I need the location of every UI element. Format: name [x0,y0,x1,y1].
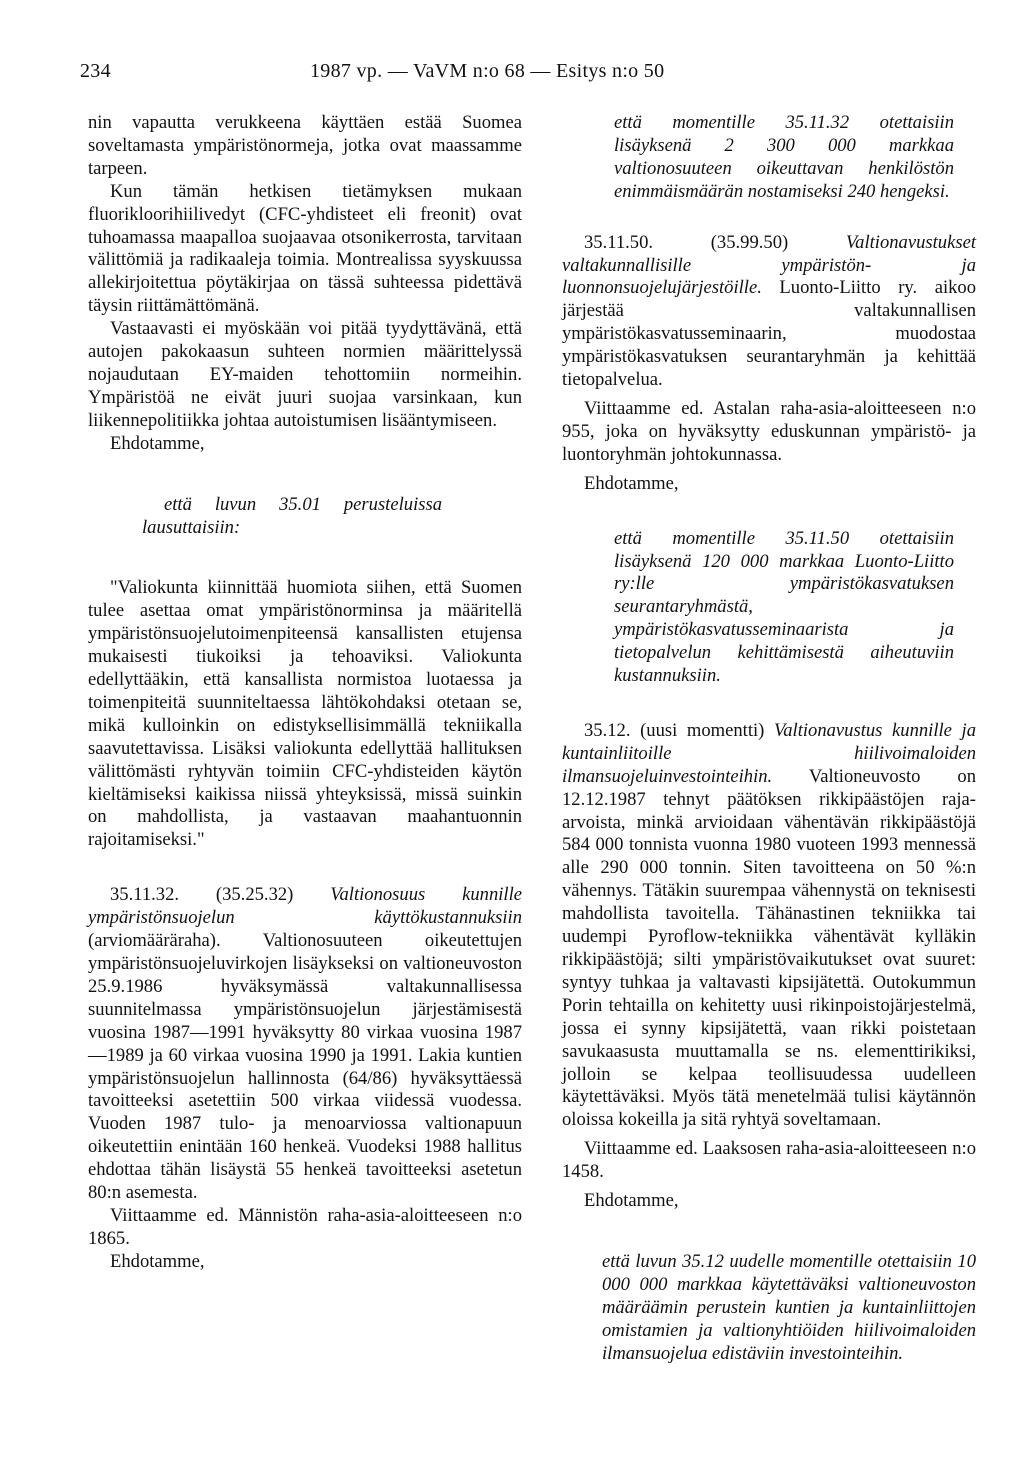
item-number: 35.11.32. (35.25.32) [110,884,331,906]
item-title: Valtionosuus kunnille ympäristönsuojelun käyttökustannuksiin [88,884,522,929]
item-text: Valtioneuvosto on 12.12.1987 tehnyt päätöksen rikkipäästöjen raja-arvoista, minkä arvioidaan vähentävän rikkipäästöjä 584 000 tonnista vuonna 1980 vuoteen 1993 mennessä alle 290 000 tonnin. Siten tavoitteena on 50 %:n vähennys. Tätäkin suurempaa vähennystä on teknisesti mahdollista tavoitella. Tähänastinen tekniikka tai uudempi Pyroflow-tekniikka vähentävät kylläkin rikkipäästöjä; silti ympäristövaikutukset ovat suuret: syntyy tuhkaa ja valtavasti kipsijätettä. Outokummun Porin tehtailla on kehitetty uusi rikinpoistojärjestelmä, jossa ei synny kipsijätettä, vaan rikki poistetaan savukaasusta muuttamalla se ns. elementtirikiksi, jolloin se kelpaa teollisuudessa uudelleen käytettäväksi. Myös tätä menetelmää tulisi käytännön oloissa kokeilla ja sitä ryhtyä soveltamaan. [562,765,976,1131]
proposal-lead: Ehdotamme, [584,472,679,494]
running-head: 1987 vp. — VaVM n:o 68 — Esitys n:o 50 [310,60,665,82]
committee-statement-quote: "Valiokunta kiinnittää huomiota siihen, että Suomen tulee asettaa omat ympäristönorminsa ja määritellä ympäristönsuojelutoimenpiteensä kansallisten etujensa mukaisesti tiukoiksi ja tehoaviksi. Valiokunta edellyttääkin, että kansallista normistoa luotaessa ja toimenpiteitä suunniteltaessa lähtökohdaksi otetaan se, mikä kulloinkin on edistyksellisimmällä tekniikalla saavutettavissa. Lisäksi valiokunta edellyttää hallituksen välittömästi ryhtyvän toimiin CFC-yhdisteiden käytön kieltämiseksi kaikissa niissä yhteyksissä, missä suinkin on mahdollista, ja vastaavan maahantuonnin rajoitamiseksi." [88,577,522,851]
item-text: Luonto-Liitto ry. aikoo järjestää valtakunnallisen ympäristökasvatusseminaarin, muodostaa ympäristökasvatuksen seurantaryhmän ja kehittää tietopalvelua. [562,277,976,391]
proposal-35-01: että luvun 35.01 perusteluissa lausuttaisiin: [142,493,442,538]
item-number: 35.11.50. (35.99.50) [584,231,846,253]
proposal-lead: Ehdotamme, [584,1190,679,1212]
proposal-lead: Ehdotamme, [110,432,205,454]
paragraph-car-emissions: Vastaavasti ei myöskään voi pitää tyydyttävänä, että autojen pakokaasun suhteen normien määrittelyssä nojaudutaan EY-maiden tehottomiin normeihin. Ympäristöä ne eivät juuri suojaa varsinkaan, kun liikennepolitiikka johtaa autoistumisen lisääntymiseen. [88,318,522,431]
paragraph-cfc: Kun tämän hetkisen tietämyksen mukaan fluorikloorihiilivedyt (CFC-yhdisteet eli freonit) ovat tuhoamassa maapalloa suojaavaa otsonikerrosta, tarvitaan välittömiä ja radikaaleja toimia. Montrealissa syyskuussa allekirjoitettua pöytäkirjaa on tässä suhteessa pidettävä täysin riittämättömänä. [88,180,522,317]
proposal-35-11-32: että momentille 35.11.32 otettaisiin lisäyksenä 2 300 000 markkaa valtionosuuteen oikeuttavan henkilöstön enimmäismäärän nostamiseksi 240 hengeksi. [614,112,954,202]
page-header [80,60,960,90]
paragraph-35-11-32 [88,884,522,1205]
item-title: Valtionavustukset valtakunnallisille ympäristön- ja luonnonsuojelujärjestöille. [562,231,976,299]
reference-paragraph: Viittaamme ed. Männistön raha-asia-aloitteeseen n:o 1865. [88,1204,522,1249]
proposal-35-12: että luvun 35.12 uudelle momentille otettaisiin 10 000 000 markkaa käytettäväksi valtioneuvoston määräämin perustein kuntien ja kuntainliittojen omistamien ja valtionyhtiöiden hiilivoimaloiden ilmansuojelua edistäviin investointeihin. [602,1250,976,1364]
left-column [88,112,522,1274]
item-text: (arviomääräraha). Valtionosuuteen oikeutettujen ympäristönsuojeluvirkojen lisäykseksi on valtioneuvoston 25.9.1986 hyväksymässä valtakunnallisessa suunnitelmassa ympäristönsuojelun järjestämisestä vuosina 1987—1991 hyväksytty 80 virkaa vuosina 1987—1989 ja 60 virkaa vuosina 1990 ja 1991. Lakia kuntien ympäristönsuojelun hallinnosta (64/86) hyväksyttäessä tavoitteeksi asetettiin 500 virkaa viidessä vuodessa. Vuoden 1987 tulo- ja menoarviossa valtionapuun oikeutettiin enintään 160 henkeä. Vuodeksi 1988 hallitus ehdottaa tähän lisäystä 55 henkeä tavoitteeksi asetetun 80:n asemesta. [88,930,522,1204]
paragraph-continuation: nin vapautta verukkeena käyttäen estää Suomea soveltamasta ympäristönormeja, jotka ovat maassamme tarpeen. [88,112,522,179]
reference-paragraph: Viittaamme ed. Astalan raha-asia-aloitteeseen n:o 955, joka on hyväksytty eduskunnan ympäristö- ja luontoryhmän johtokunnassa. [562,397,976,465]
reference-paragraph: Viittaamme ed. Laaksosen raha-asia-aloitteeseen n:o 1458. [562,1138,976,1183]
proposal-35-11-50: että momentille 35.11.50 otettaisiin lisäyksenä 120 000 markkaa Luonto-Liitto ry:lle ympäristökasvatuksen seurantaryhmästä, ympäristökasvatusseminaarista ja tietopalvelun kehittämisestä aiheutuviin kustannuksiin. [614,527,954,687]
paragraph-35-12 [562,720,976,1132]
proposal-lead: Ehdotamme, [110,1250,205,1272]
paragraph-35-11-50 [562,232,976,392]
right-column [562,112,976,1366]
item-title: Valtionavustus kunnille ja kuntainliitoille hiilivoimaloiden ilmansuojeluinvestointeihin. [562,719,976,787]
page-number: 234 [80,60,111,82]
item-number: 35.12. (uusi momentti) [584,719,774,741]
